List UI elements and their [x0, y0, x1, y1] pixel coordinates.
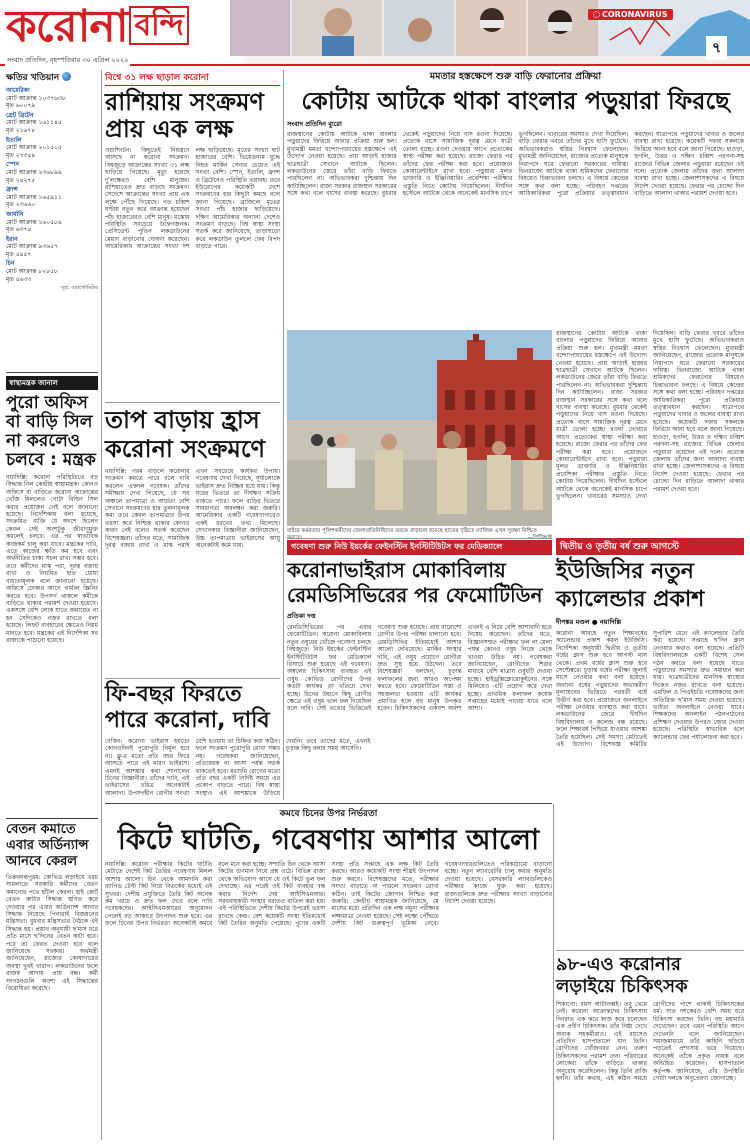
stats-country-name: ফ্রান্স [6, 186, 18, 194]
story-ugc-kicker: দ্বিতীয় ও তৃতীয় বর্ষ শুরু আগস্টে [556, 538, 744, 555]
story-ugc-headline: ইউজিসির নতুন ক্যালেন্ডার প্রকাশ [556, 559, 705, 612]
story-kota-body: রাজস্থানের কোটায় আটকে থাকা বাংলার পড়ুয়াদের ফিরিয়ে আনার প্রক্রিয়া শুরু হল। মুখ্যমন্ত্রী মমতা বন্দ্যোপাধ্যায়ের হস্তক্ষেপে এই উদ্যোগ নেওয়া হয়েছে। প্রায় আড়াই হাজার ছাত্রছাত্রী সেখানে আটকে ছিলেন। লকডাউনের জেরে তাঁরা বাড়ি ফিরতে পারছিলেন না। অভিভাবকরা দুশ্চিন্তায় দিন কাটাচ্ছিলেন। রাজ্য সরকার রাজস্থান সরকারের সঙ্গে কথা বলে বাসের ব্যবস্থা করেছে। বুধবার থেকেই পড়ুয়াদের নিয়ে বাস রওনা দিয়েছে। প্রত্যেক বাসে সামাজিক দূরত্ব মেনে যাত্রী তোলা হচ্ছে। রওনা দেওয়ার আগে প্রত্যেকের স্বাস্থ্য পরীক্ষা করা হয়েছে। রাজ্যে ফেরার পর তাঁদের ফের পরীক্ষা করা হবে। প্রয়োজনে কোয়ারেন্টাইনে রাখা হবে। পড়ুয়ারা মূলত ডাক্তারি ও ইঞ্জিনিয়ারিং প্রবেশিকা পরীক্ষার প্রস্তুতি নিতে কোটায় গিয়েছিলেন। দীর্ঘদিন হস্টেলে আটকে থেকে অনেকেই মানসিক চাপে ভুগছিলেন। খাবারের সমস্যাও দেখা দিয়েছিল। বাড়ি ফেরার খবরে তাঁদের মুখে হাসি ফুটেছে। অভিভাবকরাও স্বস্তির নিঃশ্বাস ফেলেছেন। মুখ্যমন্ত্রী জানিয়েছেন, রাজ্যের প্রত্যেক মানুষকে নিরাপদে ঘরে ফেরানো সরকারের দায়িত্ব। ভিনরাজ্যে আটকে থাকা শ্রমিকদের ফেরানোর বিষয়েও চিন্তাভাবনা চলছে। এ বিষয়ে কেন্দ্রের সঙ্গে কথা বলা হচ্ছে। পরিবহণ দপ্তরের আধিকারিকরা পুরো প্রক্রিয়ার তত্ত্বাবধান করছেন। যাত্রাপথে পড়ুয়াদের খাবার ও জলের ব্যবস্থা রাখা হয়েছে। কয়েকটি দফায় সকলকে ফিরিয়ে আনা হবে বলে জানা গিয়েছে। হাওড়া, হুগলি, উত্তর ও দক্ষিণ চব্বিশ পরগনা-সহ রাজ্যের বিভিন্ন জেলার পড়ুয়ারা রয়েছেন এই দলে। প্রত্যেক জেলায় তাঁদের জন্য আলাদা ব্যবস্থা রাখা হচ্ছে। জেলাশাসকদের এ বিষয়ে নির্দেশ দেওয়া হয়েছে। ফেরার পর চোদ্দো দিন বাড়িতে আলাদা থাকার পরামর্শ দেওয়া হবে। [287, 131, 744, 198]
stats-cases: মোট আক্রান্ত ১৬১১৪৫ [6, 119, 62, 127]
masthead-title [6, 1, 189, 60]
stats-row [6, 87, 98, 110]
story-kit [105, 806, 552, 1140]
stats-box [6, 70, 98, 370]
stats-country-name: ইরান [6, 235, 18, 243]
story-kota-headline: কোটায় আটকে থাকা বাংলার পড়ুয়ারা ফিরছে [301, 87, 730, 115]
story-doctor [556, 954, 744, 1140]
stats-row [6, 137, 98, 160]
stats-deaths: মৃত ২৩৬৬০ [6, 201, 36, 209]
story-office-kicker: স্বাস্থ্যমন্ত্রক জানাল [6, 376, 98, 390]
story-office-body: নয়াদিল্লি: করোনা পরিস্থিতিতে বড় সিদ্ধান্ত নিল কেন্দ্রীয় স্বাস্থ্যমন্ত্রক। কোনও অফিসে বা বাড়িতে করোনা আক্রান্তের খোঁজ মিললেও গোটা বিল্ডিং সিল করার প্রয়োজন নেই বলে জানানো হয়েছে। নির্দেশিকায় বলা হয়েছে, সংক্রমিত ব্যক্তি যে অংশে ছিলেন কেবল সেই অংশটুকু জীবাণুমুক্ত করলেই চলবে। এর পর স্বাভাবিক কাজকর্ম চালু করা যাবে। মন্ত্রকের দাবি, এতে কাজের ক্ষতি কম হবে এবং অর্থনীতির চাকা সচল রাখা সম্ভব হবে। তবে কর্মীদের মাস্ক পরা, দূরত্ব বজায় রাখা ও নিয়মিত হাত ধোয়া বাধ্যতামূলক বলে জানানো হয়েছে। অফিসে ঢোকার আগে থার্মাল স্ক্রিনিং করতে হবে। উপসর্গ থাকলে কর্মীকে বাড়িতে থাকার পরামর্শ দেওয়া হয়েছে। একসঙ্গে বেশি লোক যাতে জমায়েত না হন সেদিকেও নজর রাখতে বলা হয়েছে। লিফট ব্যবহারের ক্ষেত্রেও নিয়ম মানতে হবে। মন্ত্রকের এই নির্দেশিকা সব রাজ্যকে পাঠানো হয়েছে। [6, 474, 98, 644]
story-salary-body: তিরুবনন্তপুরম: কোভিড লড়াইয়ে খরচ সামলাতে সরকারি কর্মীদের বেতন কমানোর পথে হাঁটল কেরল। হাই কোর্ট বেতন কাটার সিদ্ধান্ত স্থগিত করে দেওয়ার পর এবার অর্ডিন্যান্স আনার সিদ্ধান্ত নিয়েছে পিনারাই বিজয়নের মন্ত্রিসভা। বুধবার মন্ত্রিসভার বৈঠকে এই সিদ্ধান্ত হয়। প্রস্তাব অনুযায়ী ছ'মাস ধরে প্রতি মাসে ছ'দিনের বেতন কাটা হবে। পরে তা ফেরত দেওয়া হবে বলে জানিয়েছে সরকার। অর্থমন্ত্রী জানিয়েছেন, রাজ্যের কোষাগারের অবস্থা খুবই খারাপ। লকডাউনের ফলে রাজস্ব আদায় প্রায় বন্ধ। কর্মী সংগঠনগুলি অবশ্য এই সিদ্ধান্তের বিরোধিতা করেছে। [6, 874, 98, 993]
stats-cases: মোট আক্রান্ত ৮২৮৫৮ [6, 268, 58, 276]
stats-cases: মোট আক্রান্ত ১৬০৫৮৯ [6, 218, 62, 226]
story-remdesivir-byline: প্রতিকা দত্ত [287, 612, 316, 620]
story-return-body: বেজিং: করোনা ভাইরাস হয়তো কোনওদিনই পুরোপুরি নির্মূল হবে না। ফ্লু-র মতো প্রতি বছর ফিরে আসতে পারে এই মারণ ভাইরাস। এমনই আশঙ্কার কথা শোনালেন চিনের বিজ্ঞানীরা। তাঁদের দাবি, এই ভাইরাসের চরিত্র অনেকটাই আলাদা। উপসর্গহীন রোগীর সংখ্যা বেশি হওয়ায় তা চিহ্নিত করা কঠিন। ফলে সংক্রমণ পুরোপুরি রোখা সম্ভব নয়। গবেষকরা জানিয়েছেন, প্রতিষেধক না আসা পর্যন্ত সতর্ক থাকতেই হবে। মরশুমি রোগের মতো প্রতি বছর একটি নির্দিষ্ট সময়ে এর প্রকোপ বাড়তে পারে। বিশ্ব স্বাস্থ্য সংস্থাও এই আশঙ্কাকে উড়িয়ে দেয়নি। তবে তাদের মতে, এখনই চূড়ান্ত কিছু বলার সময় আসেনি। [105, 738, 371, 797]
stats-country-name: স্পেন [6, 161, 19, 169]
stats-row [6, 186, 98, 209]
stats-row [6, 236, 98, 259]
stats-cases: মোট আক্রান্ত ১৬৫৯১১ [6, 193, 62, 201]
story-ugc-body: করোনা আবহে নতুন শিক্ষাবর্ষের ক্যালেন্ডার প্রকাশ করল ইউজিসি। নির্দেশিকা অনুযায়ী দ্বিতীয় ও তৃতীয় বর্ষের ক্লাস শুরু হবে আগস্ট মাস থেকে। প্রথম বর্ষের ক্লাস শুরু হবে সেপ্টেম্বরে। চূড়ান্ত বর্ষের পরীক্ষা জুলাই মাসে নেওয়ার কথা বলা হয়েছে। অন্যান্য বর্ষের পড়ুয়াদের অভ্যন্তরীণ মূল্যায়নের ভিত্তিতে পরবর্তী বর্ষে উত্তীর্ণ করা হবে। প্রয়োজনে অনলাইনে পরীক্ষা নেওয়ার ব্যবস্থাও করা যাবে। লকডাউনের জেরে দীর্ঘদিন বিশ্ববিদ্যালয় ও কলেজ বন্ধ রয়েছে। ফলে শিক্ষাবর্ষ পিছিয়ে যাওয়ার আশঙ্কা তৈরি হয়েছিল। সেই সমস্যা মেটাতেই এই উদ্যোগ। বিশেষজ্ঞ কমিটির সুপারিশ মেনে এই ক্যালেন্ডার তৈরি করা হয়েছে। সপ্তাহে ছ'দিন ক্লাস নেওয়ার কথাও বলা হয়েছে। প্রতিটি বিশ্ববিদ্যালয়কে একটি বিশেষ সেল গঠন করতে বলা হয়েছে যাতে পড়ুয়াদের সমস্যার দ্রুত সমাধান করা যায়। ছাত্রছাত্রীদের মানসিক স্বাস্থ্যের দিকেও নজর রাখতে বলা হয়েছে। এমফিল ও পিএইচডি গবেষকদের জন্য অতিরিক্ত ছ'মাস সময় দেওয়া হয়েছে। ভাইভা অনলাইনে নেওয়া যাবে। শিক্ষকদের অনলাইন পঠনপাঠনের প্রশিক্ষণ দেওয়ার উপরও জোর দেওয়া হয়েছে। পরিস্থিতি স্বাভাবিক হলে ক্যালেন্ডার ফের পর্যালোচনা করা হবে। [556, 630, 744, 749]
story-return-headline: ফি-বছর ফিরতে পারে করোনা, দাবি [105, 682, 270, 733]
story-heat-body: নয়াদিল্লি: গরম বাড়লে করোনার সংক্রমণ কমতে পারে বলে দাবি করলেন একদল গবেষক। তাঁদের সমীক্ষায় দেখা গিয়েছে, যে সব অঞ্চলে তাপমাত্রা ও আর্দ্রতা বেশি সেখানে সংক্রমণের হার তুলনামূলক কম। তবে কেবল তাপমাত্রার উপর ভরসা করে নিশ্চিন্ত থাকার কোনও কারণ নেই বলেও সতর্ক করেছেন বিশেষজ্ঞরা। তাঁদের মতে, সামাজিক দূরত্ব বজায় রাখা ও মাস্ক পরাই এখন সবচেয়ে কার্যকর উপায়। গবেষণায় দেখা গিয়েছে, সূর্যালোকে ভাইরাস দ্রুত নিষ্ক্রিয় হয়ে যায়। কিন্তু ঘরের ভিতরে তা দীর্ঘক্ষণ সক্রিয় থাকতে পারে। ফলে বাড়ির ভিতরে সাবধানতা অবলম্বন করা জরুরি। আমেরিকার একটি গবেষণাগারেও একই ধরনের তথ্য মিলেছে। সেখানকার বিজ্ঞানীরা জানিয়েছেন, উচ্চ তাপমাত্রায় ভাইরাসের আয়ু অনেকটাই কমে যায়। [105, 468, 280, 550]
stats-country-name: চিন [6, 260, 15, 268]
stats-row [6, 260, 98, 283]
story-ugc-byline: দীপঙ্কর মণ্ডল ● নয়াদিল্লি [556, 618, 622, 626]
page-number: ৭ [706, 36, 727, 60]
stats-cases: মোট আক্রান্ত ২০১৫০৫ [6, 144, 62, 152]
stats-country-name: আমেরিকা [6, 87, 30, 94]
story-kota-byline: সংবাদ প্রতিদিন ব্যুরো [287, 120, 342, 128]
stats-list [6, 87, 98, 283]
story-kota-kicker: মমতার হস্তক্ষেপে শুরু বাড়ি ফেরানোর প্রক্রিয়া [429, 71, 602, 82]
coronavirus-badge [588, 9, 673, 20]
stats-row [6, 161, 98, 184]
story-russia [105, 70, 280, 400]
stats-row [6, 211, 98, 234]
story-remdesivir-kicker: গবেষণা শুরু নিউ ইয়র্কের ফেইনস্টিন ইনস্টিটিউটস ফর মেডিক্যালে [287, 540, 552, 555]
dateline: সংবাদ প্রতিদিন, বৃহস্পতিবার ৩০ এপ্রিল ২০২০ [7, 56, 129, 64]
kota-body-right-text: রাজস্থানের কোটায় আটকে থাকা বাংলার পড়ুয়াদের ফিরিয়ে আনার প্রক্রিয়া শুরু হল। মুখ্যমন্ত্রী মমতা বন্দ্যোপাধ্যায়ের হস্তক্ষেপে এই উদ্যোগ নেওয়া হয়েছে। প্রায় আড়াই হাজার ছাত্রছাত্রী সেখানে আটকে ছিলেন। লকডাউনের জেরে তাঁরা বাড়ি ফিরতে পারছিলেন না। অভিভাবকরা দুশ্চিন্তায় দিন কাটাচ্ছিলেন। রাজ্য সরকার রাজস্থান সরকারের সঙ্গে কথা বলে বাসের ব্যবস্থা করেছে। বুধবার থেকেই পড়ুয়াদের নিয়ে বাস রওনা দিয়েছে। প্রত্যেক বাসে সামাজিক দূরত্ব মেনে যাত্রী তোলা হচ্ছে। রওনা দেওয়ার আগে প্রত্যেকের স্বাস্থ্য পরীক্ষা করা হয়েছে। রাজ্যে ফেরার পর তাঁদের ফের পরীক্ষা করা হবে। প্রয়োজনে কোয়ারেন্টাইনে রাখা হবে। পড়ুয়ারা মূলত ডাক্তারি ও ইঞ্জিনিয়ারিং প্রবেশিকা পরীক্ষার প্রস্তুতি নিতে কোটায় গিয়েছিলেন। দীর্ঘদিন হস্টেলে আটকে থেকে অনেকেই মানসিক চাপে ভুগছিলেন। খাবারের সমস্যাও দেখা দিয়েছিল। বাড়ি ফেরার খবরে তাঁদের মুখে হাসি ফুটেছে। অভিভাবকরাও স্বস্তির নিঃশ্বাস ফেলেছেন। মুখ্যমন্ত্রী জানিয়েছেন, রাজ্যের প্রত্যেক মানুষকে নিরাপদে ঘরে ফেরানো সরকারের দায়িত্ব। ভিনরাজ্যে আটকে থাকা শ্রমিকদের ফেরানোর বিষয়েও চিন্তাভাবনা চলছে। এ বিষয়ে কেন্দ্রের সঙ্গে কথা বলা হচ্ছে। পরিবহণ দপ্তরের আধিকারিকরা পুরো প্রক্রিয়ার তত্ত্বাবধান করছেন। যাত্রাপথে পড়ুয়াদের খাবার ও জলের ব্যবস্থা রাখা হয়েছে। কয়েকটি দফায় সকলকে ফিরিয়ে আনা হবে বলে জানা গিয়েছে। হাওড়া, হুগলি, উত্তর ও দক্ষিণ চব্বিশ পরগনা-সহ রাজ্যের বিভিন্ন জেলার পড়ুয়ারা রয়েছেন এই দলে। প্রত্যেক জেলায় তাঁদের জন্য আলাদা ব্যবস্থা রাখা হচ্ছে। জেলাশাসকদের এ বিষয়ে নির্দেশ দেওয়া হয়েছে। ফেরার পর চোদ্দো দিন বাড়িতে আলাদা থাকার পরামর্শ দেওয়া হবে। [556, 330, 744, 500]
story-doctor-headline: ৯৮-এও করোনার লড়াইয়ে চিকিৎসক [556, 954, 688, 997]
story-heat [105, 406, 280, 676]
kota-photo-caption-text: বাইরে কর্মরতার পুলিশকর্মীদের জেলাপ্রতিনিধিদের তরফে বাড়ানো হয়েছে হাতের দৃষ্টিতে ম্যাজিক এখন সুরক্ষা নিশ্চিত [287, 528, 537, 534]
story-kit-headline: কিটে ঘাটতি, গবেষণায় আশার আলো [117, 823, 540, 856]
story-kit-kicker: কমবে চিনের উপর নির্ভরতা [279, 809, 378, 819]
masthead [0, 0, 750, 66]
stats-country-name: ইতালি [6, 136, 22, 144]
stats-deaths: মৃত ৫৯৫৭ [6, 250, 32, 258]
story-remdesivir-headline: করোনাভাইরাস মোকাবিলায় রেমডিসিভিরের পর ফেমোটিডিন [287, 558, 543, 607]
stats-heading-label: ক্ষতির খতিয়ান [6, 73, 60, 83]
stats-deaths: মৃত ২৭৩৫৯ [6, 151, 36, 159]
stats-deaths: মৃত ৬০০৭৯ [6, 102, 36, 110]
story-heat-headline: তাপ বাড়ায় হ্রাস করোনা সংক্রমণে [105, 406, 265, 463]
story-russia-headline: রাশিয়ায় সংক্রমণ প্রায় এক লক্ষ [105, 88, 264, 143]
stats-deaths: মৃত ২৪২৭৫ [6, 176, 36, 184]
stats-cases: মোট আক্রান্ত ১০৩৭৬৩৮ [6, 94, 66, 102]
story-russia-body: ওয়াশিংটন: কিছুতেই নিয়ন্ত্রণে আসছে না করোনা সংক্রমণ। বিশ্বজুড়ে আক্রান্তের সংখ্যা ৩১ লক্ষ ছাড়িয়ে গিয়েছে। মৃত্যু হয়েছে দু'লক্ষেরও বেশি মানুষের। রাশিয়াতেও দ্রুত বাড়ছে সংক্রমণ। সেদেশে আক্রান্তের সংখ্যা প্রায় এক লক্ষে পৌঁছে গিয়েছে। গত চব্বিশ ঘণ্টায় নতুন করে আক্রান্ত হয়েছেন পাঁচ হাজারেরও বেশি মানুষ। মস্কোয় পরিস্থিতি সবচেয়ে উদ্বেগজনক। প্রেসিডেন্ট পুতিন লকডাউনের মেয়াদ বাড়ানোর ঘোষণা করেছেন। আমেরিকায় আক্রান্তের সংখ্যা দশ লক্ষ ছাড়িয়েছে। মৃতের সংখ্যা ষাট হাজারের বেশি। ভিয়েতনাম যুদ্ধে নিহত মার্কিন সেনার চেয়েও এই সংখ্যা বেশি। স্পেন, ইতালি, ফ্রান্স ও ব্রিটেনেও পরিস্থিতি ভয়াবহ। তবে ইউরোপের কয়েকটি দেশে সংক্রমণের হার কিছুটা কমছে বলে জানা গিয়েছে। ব্রাজিলে মৃতের সংখ্যা পাঁচ হাজার ছাড়িয়েছে। দক্ষিণ আমেরিকার অন্যান্য দেশেও সংক্রমণ বাড়ছে। বিশ্ব স্বাস্থ্য সংস্থা সতর্ক করে জানিয়েছে, তাড়াহুড়ো করে লকডাউন তুললে ফের বিপদ বাড়তে পারে। [105, 147, 280, 251]
story-russia-kicker: বিশ্বে ৩১ লক্ষ ছাড়াল করোনা [105, 70, 280, 86]
virus-icon [593, 11, 600, 18]
stats-deaths: মৃত ২১৬৭৮ [6, 126, 36, 134]
story-ugc [556, 538, 744, 948]
story-salary-headline: বেতন কমাতে এবার অর্ডিন্যান্স আনবে কেরল [6, 822, 89, 869]
stats-country-name: গ্রেট ব্রিটেন [6, 111, 34, 119]
story-office [6, 376, 98, 816]
coronavirus-badge-label: CORONAVIRUS [602, 10, 668, 19]
stats-heading [6, 70, 98, 85]
stats-source: সূত্র: ওয়ার্ল্ডোমিটার [60, 285, 98, 292]
story-remdesivir-body: রেমডিসিভিরের পর এবার ফেমোটিডিন। করোনা মোকাবিলায় নতুন ওষুধের খোঁজে গবেষণা চলছে বিশ্বজুড়ে। নিউ ইয়র্কের ফেইনস্টিন ইনস্টিটিউটস ফর মেডিক্যাল রিসার্চে শুরু হয়েছে এই গবেষণা। অম্বলের চিকিৎসায় ব্যবহৃত এই ওষুধ কোভিড রোগীদের উপর কতটা কার্যকর তা খতিয়ে দেখা হচ্ছে। চিনের উহানে কিছু রোগীর ক্ষেত্রে এই ওষুধ ভাল ফল দিয়েছিল বলে দাবি। সেই তথ্যের ভিত্তিতেই গবেষণা শুরু হয়েছে। প্রায় বারোশো রোগীর উপর পরীক্ষা চালানো হবে। রেমডিসিভির ইতিমধ্যেই আশার আলো দেখিয়েছে। মার্কিন সংস্থার দাবি, এই ওষুধ প্রয়োগে রোগীরা দ্রুত সুস্থ হয়ে উঠছেন। তবে বিশেষজ্ঞরা বলছেন, চূড়ান্ত ফলাফলের জন্য আরও অপেক্ষা করতে হবে। ফেমোটিডিন সস্তা ও সহজলভ্য হওয়ায় এটি কার্যকর প্রমাণিত হলে বহু মানুষ উপকৃত হবেন। চিকিৎসকদের একাংশ অবশ্য এখনই এ নিয়ে বেশি আশাবাদী হতে নিষেধ করেছেন। তাঁদের মতে, বিজ্ঞানসম্মত পরীক্ষার ফল না মেলা পর্যন্ত কোনও ওষুধ নিজে থেকে খাওয়া উচিত নয়। গবেষকরা জানিয়েছেন, রোগীদের শিরার মাধ্যমে বেশি মাত্রায় ওষুধটি দেওয়া হচ্ছে। হাইড্রক্সিক্লোরোকুইনের সঙ্গে মিলিয়েও এটি প্রয়োগ করে দেখা হচ্ছে। প্রাথমিক ফলাফল কয়েক সপ্তাহের মধ্যেই পাওয়া যাবে বলে আশা। [287, 624, 552, 713]
kota-body-right [556, 330, 744, 526]
stats-cases: মোট আক্রান্ত ২৩৬৮৯৯ [6, 168, 62, 176]
masthead-title-part1: করোনা [6, 1, 128, 52]
stats-country-name: জার্মানি [6, 210, 24, 218]
globe-icon [62, 72, 71, 81]
stats-cases: মোট আক্রান্ত ৯৩৬৫৭ [6, 243, 58, 251]
story-office-headline: পুরো অফিস বা বাড়ি সিল না করলেও চলবে : মন্ত্রক [6, 393, 96, 470]
story-kit-body: নয়াদিল্লি: করোনা পরীক্ষার কিটের ঘাটতি মেটাতে দেশেই কিট তৈরির গবেষণায় মিলল আশার আলো। চিন থেকে আমদানি করা র‍্যাপিড টেস্ট কিট নিয়ে বিতর্কের মধ্যেই এই সুখবর। দেশীয় প্রযুক্তিতে তৈরি কিট অনেক কম খরচে ও দ্রুত ফল দেবে বলে দাবি গবেষকদের। আইসিএমআরের অনুমোদন পেলেই বড় আকারে উৎপাদন শুরু হবে। এর ফলে চিনের উপর নির্ভরতা অনেকটাই কমবে বলে মনে করা হচ্ছে। সম্প্রতি চিন থেকে আসা কিটের গুণমান নিয়ে প্রশ্ন ওঠে। বিভিন্ন রাজ্য থেকে অভিযোগ আসে যে ওই কিটে ভুল ফল দেখাচ্ছে। এর পরেই ওই কিট ব্যবহার বন্ধ করার নির্দেশ দেয় আইসিএমআর। সরবরাহকারী সংস্থার বরাতও বাতিল করা হয়। এই পরিস্থিতিতে দেশীয় কিটের উপরেই ভরসা রাখছে কেন্দ্র। বেশ কয়েকটি সংস্থা ইতিমধ্যেই কিট তৈরির অনুমতি পেয়েছে। পুণের একটি সংস্থা প্রতি সপ্তাহে এক লক্ষ কিট তৈরি করছে। আরও কয়েকটি সংস্থা শীঘ্রই উৎপাদন শুরু করবে। বিশেষজ্ঞদের মতে, পরীক্ষার সংখ্যা বাড়াতে না পারলে সংক্রমণ রোখা কঠিন। তাই কিটের জোগান নিশ্চিত করা জরুরি। কেন্দ্রীয় স্বাস্থ্যমন্ত্রক জানিয়েছে, মে মাসের মধ্যে প্রতিদিন এক লক্ষ নমুনা পরীক্ষার লক্ষ্যমাত্রা নেওয়া হয়েছে। সেই লক্ষ্যে পৌঁছতে দেশীয় কিট গুরুত্বপূর্ণ ভূমিকা নেবে। গবেষণাগারগুলিতেও পরিকাঠামো বাড়ানো হচ্ছে। নতুন ল্যাবরেটরি চালু করার অনুমতি দেওয়া হয়েছে। বেসরকারি ল্যাবগুলিকেও পরীক্ষার কাজে যুক্ত করা হয়েছে। রাজ্যগুলিকে দ্রুত পরীক্ষার সংখ্যা বাড়ানোর নির্দেশ দেওয়া হয়েছে। [105, 861, 552, 928]
story-remdesivir [287, 540, 552, 802]
masthead-title-part2: বন্দি [129, 6, 188, 45]
story-return [105, 682, 371, 800]
stats-row [6, 112, 98, 135]
kota-photo [287, 330, 552, 526]
stats-deaths: মৃত ৪৬৩৩ [6, 275, 32, 283]
stats-deaths: মৃত ৬৩৭৪ [6, 226, 32, 234]
story-salary [6, 822, 98, 1140]
story-doctor-body: শিকাগো: বয়স আটানব্বই। তবু থেমে নেই। করোনা আক্রান্তদের চিকিৎসায় দিনরাত এক করে কাজ করে চলেছেন এক প্রবীণ চিকিৎসক। তাঁর নিষ্ঠা দেখে অবাক সহকর্মীরাও। এই বয়সেও প্রতিদিন হাসপাতালে যান তিনি। রোগীদের খোঁজখবর নেন। তরুণ চিকিৎসকদের পরামর্শ দেন। পরিবারের লোকেরা তাঁকে বাড়িতে থাকার অনুরোধ করেছিলেন। কিন্তু তিনি রাজি হননি। তাঁর কথায়, এই কঠিন সময়ে রোগীদের পাশে থাকাই চিকিৎসকের ধর্ম। সাত দশকেরও বেশি সময় ধরে চিকিৎসা করছেন তিনি। বহু মহামারি দেখেছেন। তবে এমন পরিস্থিতি আগে দেখেননি বলে জানিয়েছেন। সমাজমাধ্যমে তাঁর কাহিনি ছড়িয়ে পড়তেই প্রশংসায় ভরে গিয়েছে। অনেকেই তাঁকে প্রকৃত নায়ক বলে অভিহিত করেছেন। হাসপাতাল কর্তৃপক্ষ জানিয়েছে, তাঁর উপস্থিতি গোটা দলকে অনুপ্রেরণা জোগাচ্ছে। [556, 1001, 744, 1083]
